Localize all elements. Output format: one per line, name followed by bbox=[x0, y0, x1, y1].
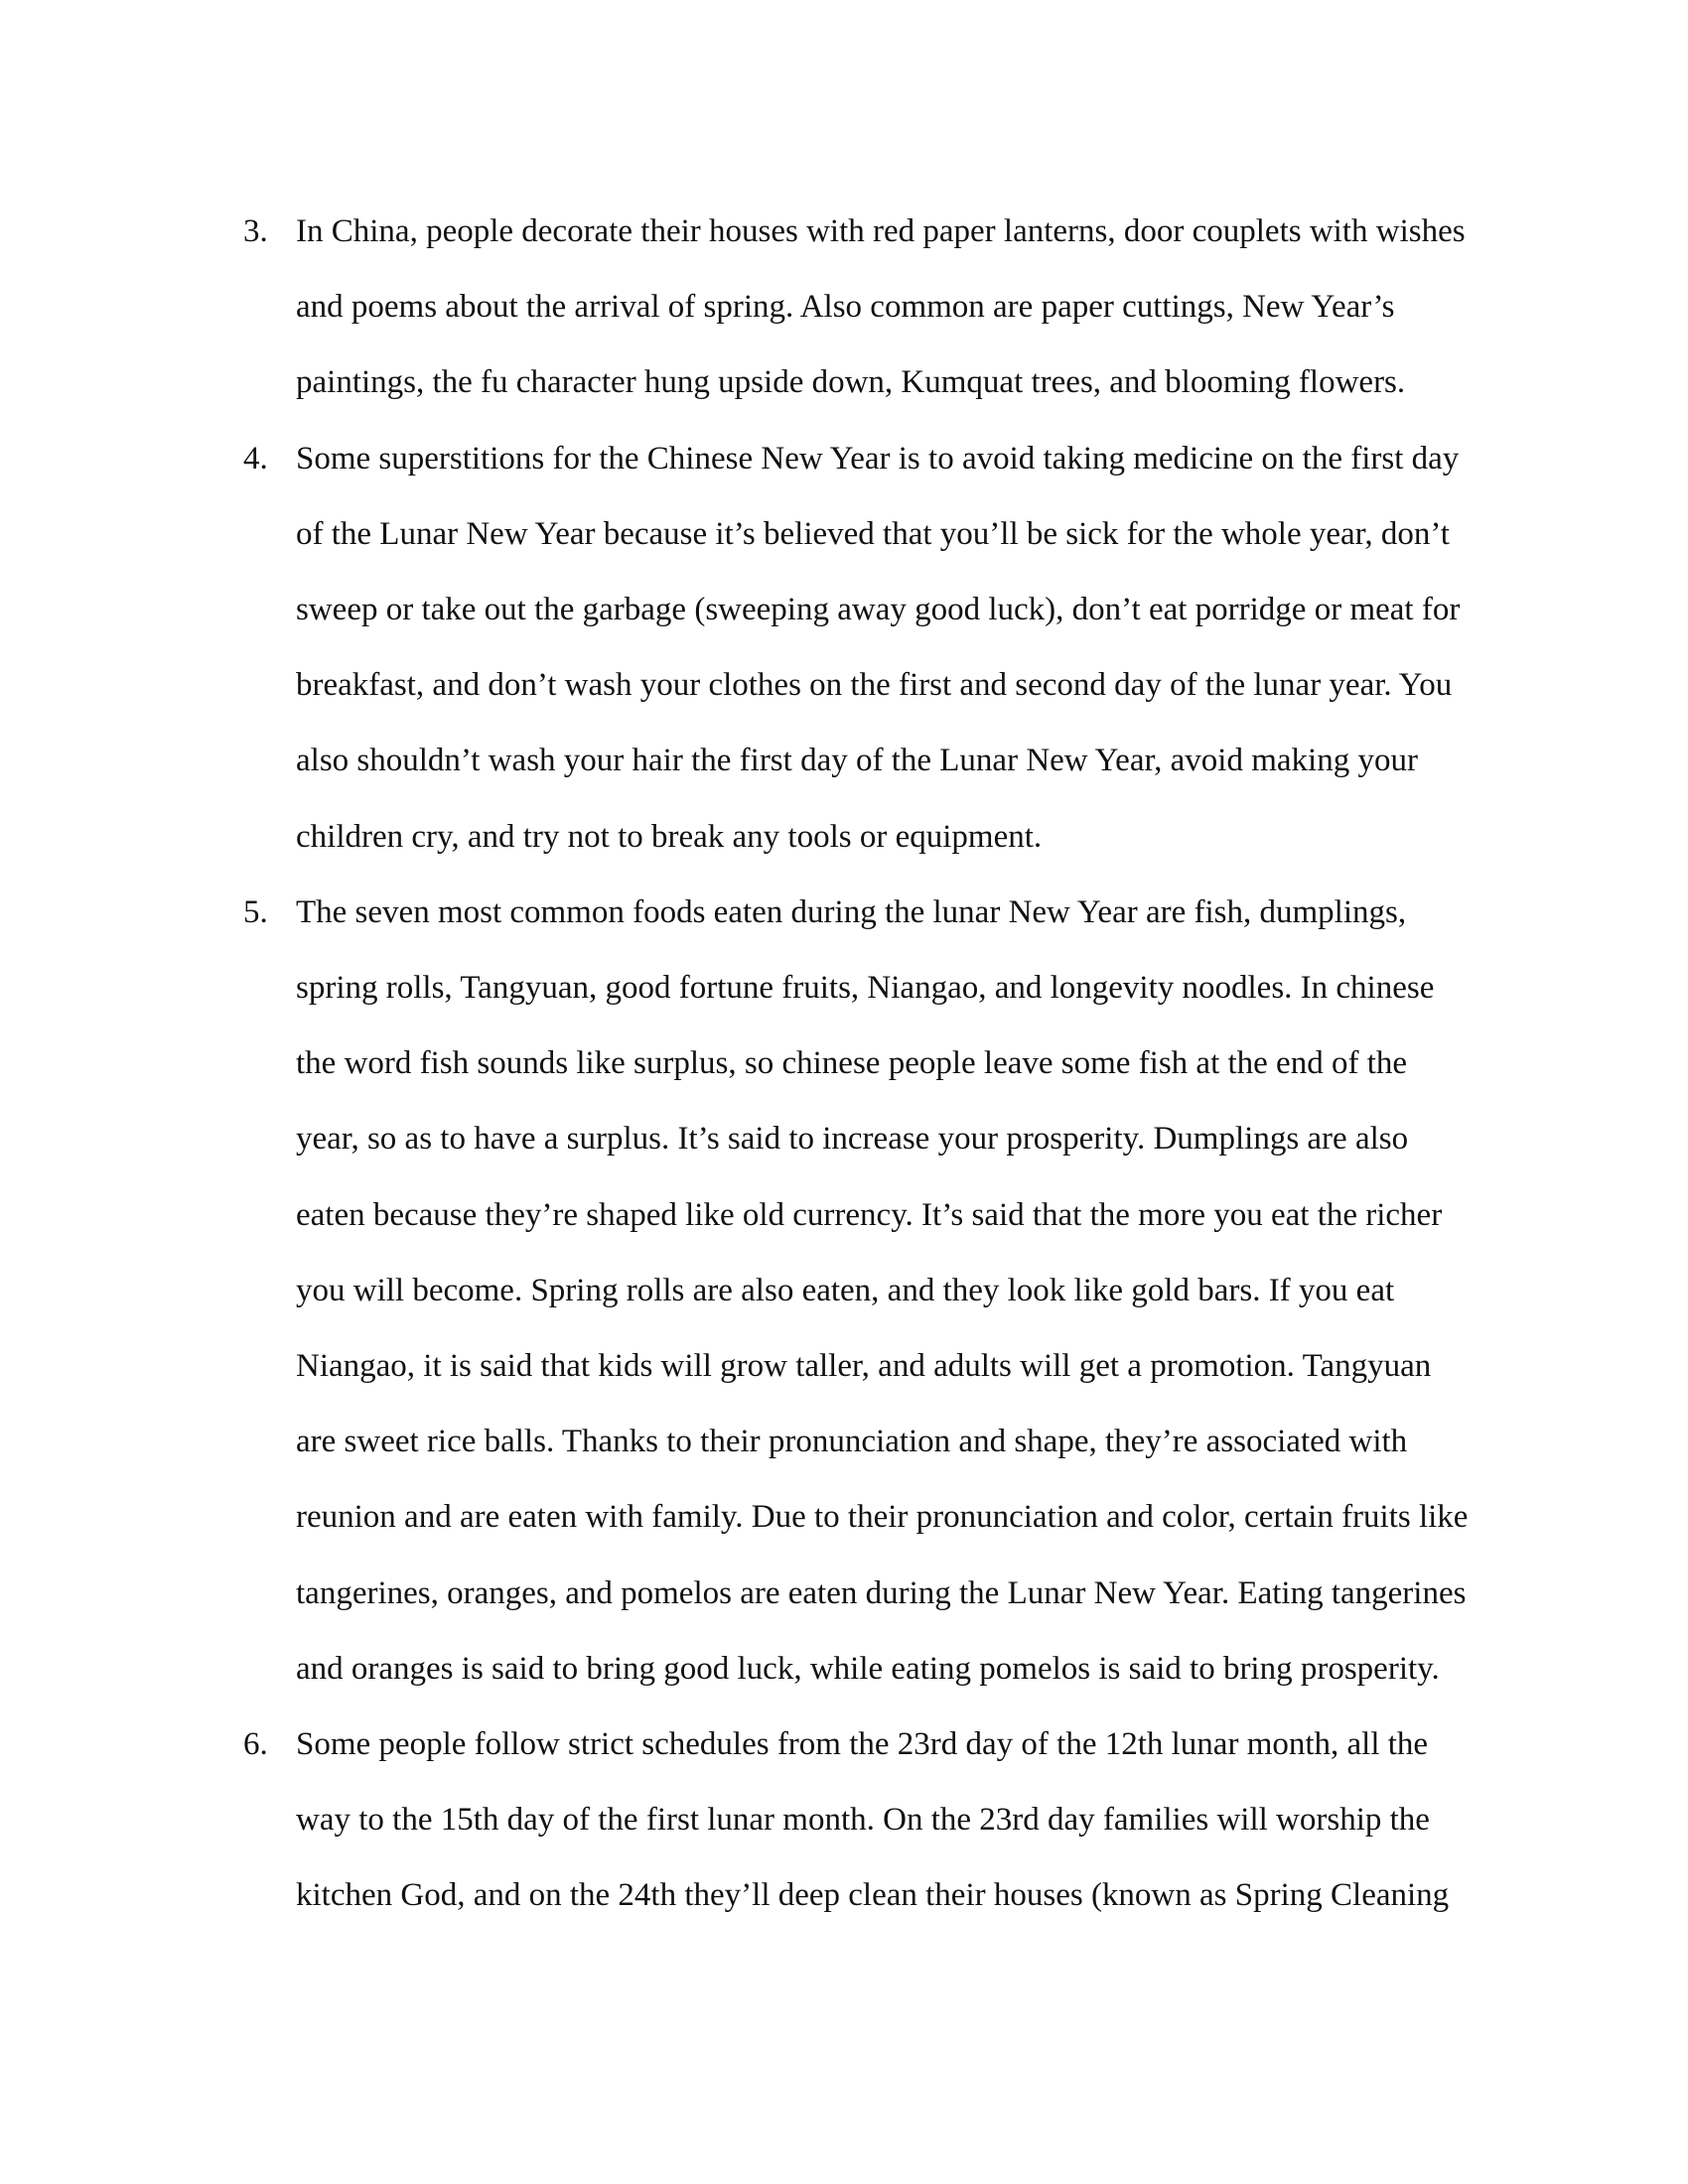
list-item bbox=[243, 194, 1494, 421]
text-line: of the Lunar New Year because it’s believed that you’ll be sick for the whole year, don’t bbox=[296, 515, 1450, 552]
list-item-number: 3. bbox=[243, 213, 268, 249]
text-line: spring rolls, Tangyuan, good fortune fruits, Niangao, and longevity noodles. In chinese bbox=[296, 970, 1435, 1007]
list-item bbox=[243, 875, 1494, 1706]
text-line: also shouldn’t wash your hair the first day of the Lunar New Year, avoid making your bbox=[296, 743, 1418, 779]
text-line: and poems about the arrival of spring. Also common are paper cuttings, New Year’s bbox=[296, 289, 1395, 326]
text-line: eaten because they’re shaped like old currency. It’s said that the more you eat the richer bbox=[296, 1196, 1443, 1233]
text-line: The seven most common foods eaten during the lunar New Year are fish, dumplings, bbox=[296, 893, 1407, 930]
list-item-number: 4. bbox=[243, 440, 268, 477]
text-line: children cry, and try not to break any tools or equipment. bbox=[296, 818, 1043, 855]
text-line: and oranges is said to bring good luck, while eating pomelos is said to bring prosperity. bbox=[296, 1650, 1440, 1687]
text-line: Niangao, it is said that kids will grow taller, and adults will get a promotion. Tangyuan bbox=[296, 1348, 1432, 1385]
text-line: In China, people decorate their houses with red paper lanterns, door couplets with wishes bbox=[296, 213, 1466, 249]
text-line: you will become. Spring rolls are also eaten, and they look like gold bars. If you eat bbox=[296, 1272, 1395, 1308]
text-line: year, so as to have a surplus. It’s said to increase your prosperity. Dumplings are also bbox=[296, 1121, 1409, 1158]
text-line: are sweet rice balls. Thanks to their pronunciation and shape, they’re associated with bbox=[296, 1424, 1408, 1460]
list-item-number: 6. bbox=[243, 1726, 268, 1763]
list-item bbox=[243, 1706, 1494, 1934]
text-line: way to the 15th day of the first lunar month. On the 23rd day families will worship the bbox=[296, 1802, 1430, 1839]
text-line: Some people follow strict schedules from the 23rd day of the 12th lunar month, all the bbox=[296, 1726, 1429, 1763]
numbered-list bbox=[243, 194, 1494, 1934]
text-line: Some superstitions for the Chinese New Year is to avoid taking medicine on the first day bbox=[296, 440, 1460, 477]
text-line: paintings, the fu character hung upside down, Kumquat trees, and blooming flowers. bbox=[296, 364, 1406, 401]
text-line: reunion and are eaten with family. Due to their pronunciation and color, certain fruits like bbox=[296, 1499, 1469, 1536]
text-line: breakfast, and don’t wash your clothes on the first and second day of the lunar year. You bbox=[296, 667, 1453, 704]
list-item-number: 5. bbox=[243, 893, 268, 930]
text-line: kitchen God, and on the 24th they’ll deep clean their houses (known as Spring Cleaning bbox=[296, 1877, 1450, 1914]
list-item bbox=[243, 421, 1494, 875]
text-line: tangerines, oranges, and pomelos are eaten during the Lunar New Year. Eating tangerines bbox=[296, 1574, 1467, 1611]
text-line: the word fish sounds like surplus, so chinese people leave some fish at the end of the bbox=[296, 1045, 1408, 1082]
text-line: sweep or take out the garbage (sweeping away good luck), don’t eat porridge or meat for bbox=[296, 592, 1461, 628]
